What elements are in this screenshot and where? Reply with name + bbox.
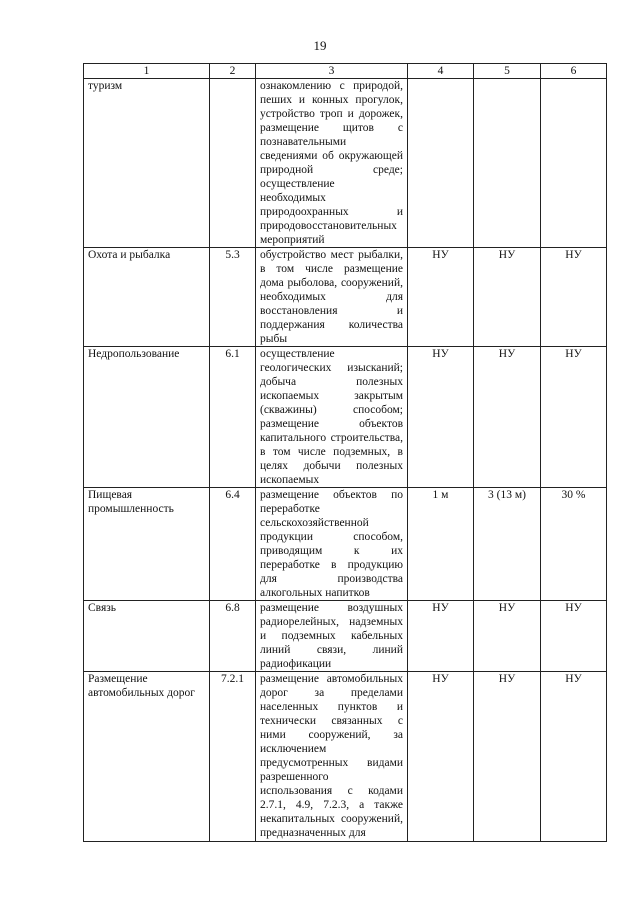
column-header-2: 2 (210, 64, 256, 79)
use-code: 6.8 (210, 601, 256, 672)
value-col4: НУ (408, 347, 474, 488)
use-code: 5.3 (210, 248, 256, 347)
value-col6: НУ (541, 347, 607, 488)
page-number: 19 (313, 38, 327, 53)
use-description: размещение объектов по переработке сельскохозяйственной продукции способом, приводящим к их переработке в продукцию для производства алкогольных напитков (256, 488, 408, 601)
value-col6 (541, 79, 607, 248)
use-name: Пищевая промышленность (84, 488, 210, 601)
use-name: Охота и рыбалка (84, 248, 210, 347)
use-code: 6.1 (210, 347, 256, 488)
value-col5: НУ (474, 347, 541, 488)
table-row-tourism (84, 79, 607, 248)
value-col5: НУ (474, 248, 541, 347)
use-name: туризм (84, 79, 210, 248)
column-header-1: 1 (84, 64, 210, 79)
value-col4: НУ (408, 248, 474, 347)
value-col6: НУ (541, 672, 607, 842)
table-row-communication (84, 601, 607, 672)
use-description: размещение воздушных радиорелейных, надземных и подземных кабельных линий связи, линий радиофикации (256, 601, 408, 672)
use-description: размещение автомобильных дорог за пределами населенных пунктов и технически связанных с ними сооружений, за исключением предусмотренных видами разрешенного использования с кодами 2.7.1, 4.9, 7.2.3, а также некапитальных сооружений, предназначенных для (256, 672, 408, 842)
table-row-hunting-fishing (84, 248, 607, 347)
use-code: 7.2.1 (210, 672, 256, 842)
value-col4: НУ (408, 672, 474, 842)
table-row-food-industry (84, 488, 607, 601)
value-col5: НУ (474, 601, 541, 672)
value-col4: НУ (408, 601, 474, 672)
value-col5 (474, 79, 541, 248)
use-name: Размещение автомобильных дорог (84, 672, 210, 842)
header-row (84, 64, 607, 79)
value-col6: 30 % (541, 488, 607, 601)
table-row-roads (84, 672, 607, 842)
use-description: ознакомлению с природой, пеших и конных прогулок, устройство троп и дорожек, размещение щитов с познавательными сведениями об окружающей природной среде; осуществление необходимых природоохранных и природовосстановительных мероприятий (256, 79, 408, 248)
value-col5: НУ (474, 672, 541, 842)
use-description: осуществление геологических изысканий; добыча полезных ископаемых закрытым (скважины) способом; размещение объектов капитального строительства, в том числе подземных, в целях добычи полезных ископаемых (256, 347, 408, 488)
value-col6: НУ (541, 601, 607, 672)
table-row-subsoil (84, 347, 607, 488)
use-code (210, 79, 256, 248)
regulations-table (83, 63, 607, 842)
use-description: обустройство мест рыбалки, в том числе размещение дома рыболова, сооружений, необходимых для восстановления и поддержания количества рыбы (256, 248, 408, 347)
value-col4 (408, 79, 474, 248)
value-col5: 3 (13 м) (474, 488, 541, 601)
value-col4: 1 м (408, 488, 474, 601)
column-header-3: 3 (256, 64, 408, 79)
column-header-6: 6 (541, 64, 607, 79)
value-col6: НУ (541, 248, 607, 347)
use-name: Недропользование (84, 347, 210, 488)
column-header-5: 5 (474, 64, 541, 79)
column-header-4: 4 (408, 64, 474, 79)
use-code: 6.4 (210, 488, 256, 601)
use-name: Связь (84, 601, 210, 672)
